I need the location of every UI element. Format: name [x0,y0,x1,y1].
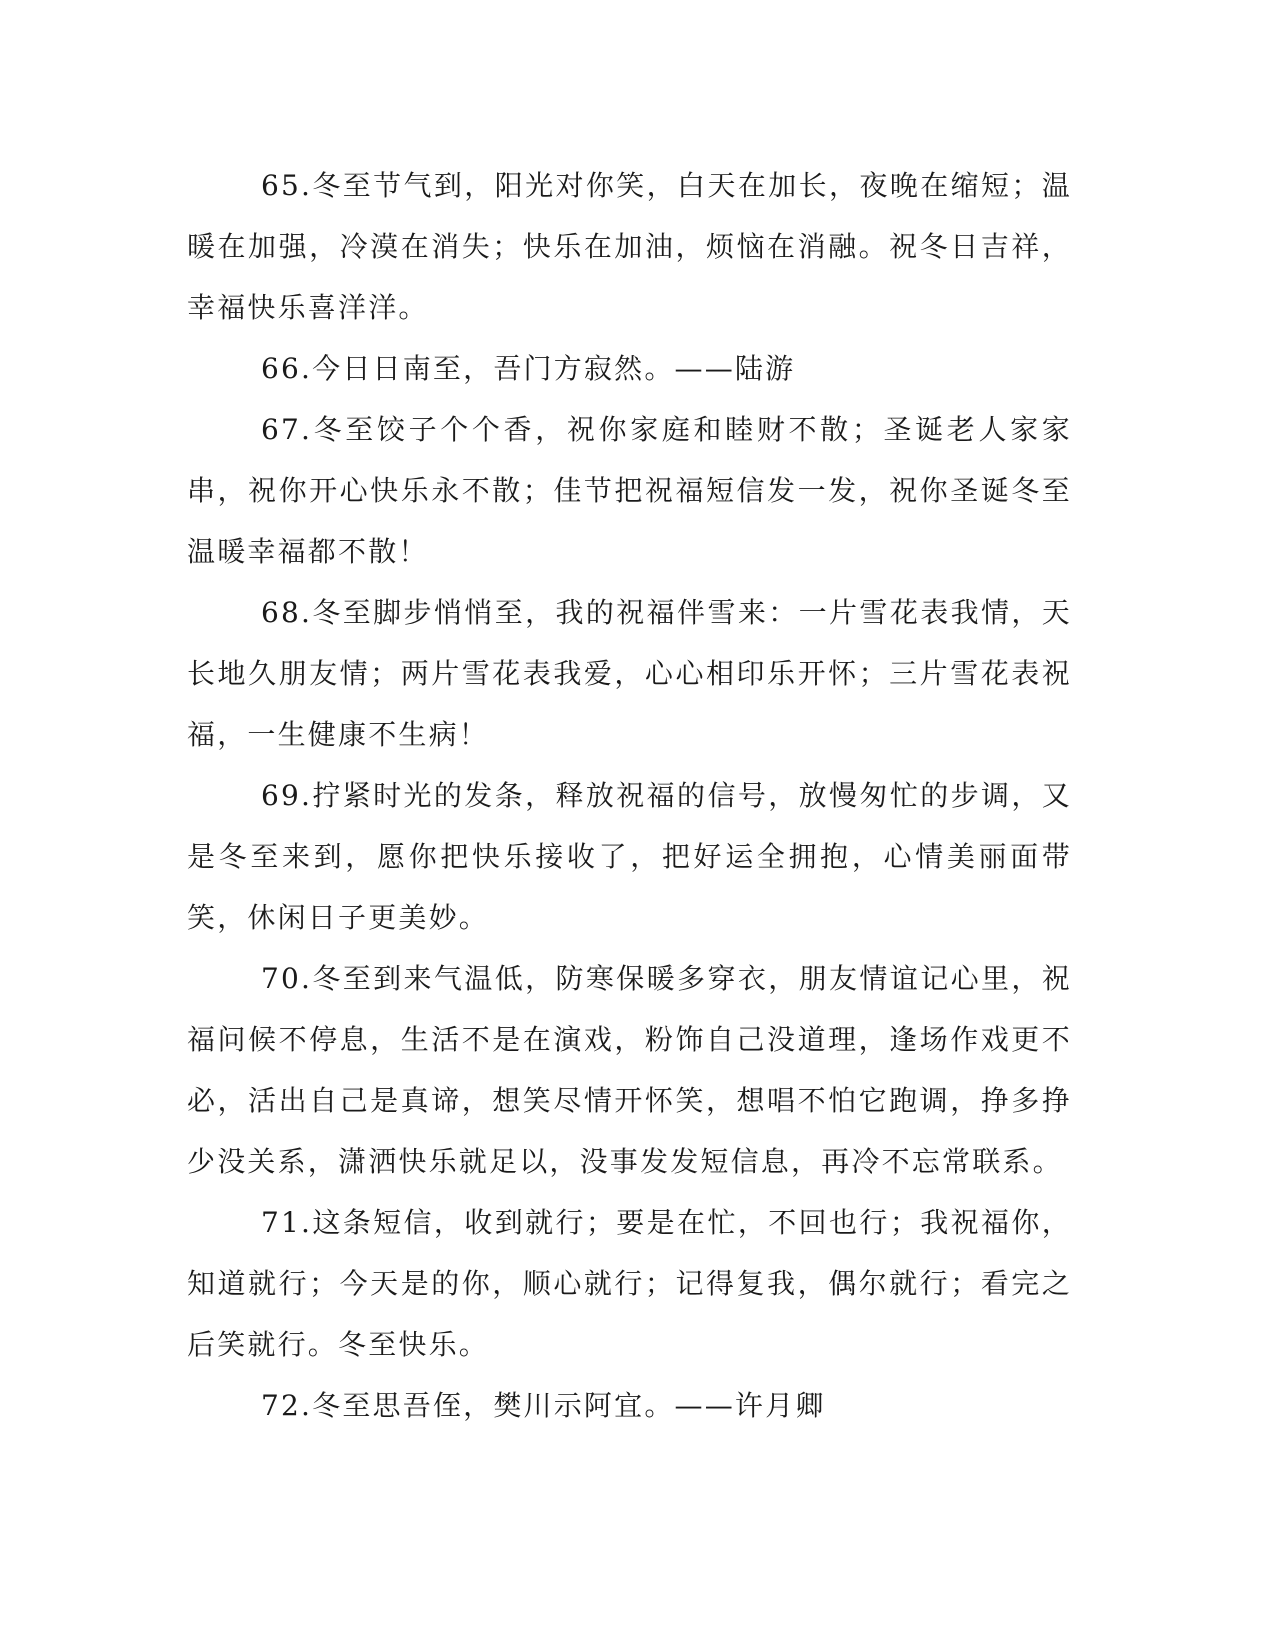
paragraph-66: 66.今日日南至，吾门方寂然。——陆游 [261,352,796,385]
paragraph-68: 68.冬至脚步悄悄至，我的祝福伴雪来：一片雪花表我情，天长地久朋友情；两片雪花表我爱，心心相印乐开怀；三片雪花表祝福，一生健康不生病！ [187,596,1072,751]
paragraph-65: 65.冬至节气到，阳光对你笑，白天在加长，夜晚在缩短；温暖在加强，冷漠在消失；快乐在加油，烦恼在消融。祝冬日吉祥，幸福快乐喜洋洋。 [187,169,1072,324]
paragraph-72: 72.冬至思吾侄，樊川示阿宜。——许月卿 [261,1389,826,1422]
paragraph-69: 69.拧紧时光的发条，释放祝福的信号，放慢匆忙的步调，又是冬至来到，愿你把快乐接收了，把好运全拥抱，心情美丽面带笑，休闲日子更美妙。 [187,779,1072,934]
paragraph-67: 67.冬至饺子个个香，祝你家庭和睦财不散；圣诞老人家家串，祝你开心快乐永不散；佳节把祝福短信发一发，祝你圣诞冬至温暖幸福都不散！ [187,413,1072,568]
paragraph-71: 71.这条短信，收到就行；要是在忙，不回也行；我祝福你，知道就行；今天是的你，顺心就行；记得复我，偶尔就行；看完之后笑就行。冬至快乐。 [187,1206,1072,1361]
paragraph-70: 70.冬至到来气温低，防寒保暖多穿衣，朋友情谊记心里，祝福问候不停息，生活不是在演戏，粉饰自己没道理，逢场作戏更不必，活出自己是真谛，想笑尽情开怀笑，想唱不怕它跑调，挣多挣少没关系，潇洒快乐就足以，没事发发短信息，再冷不忘常联系。 [187,962,1072,1178]
document-body [187,155,1072,1436]
